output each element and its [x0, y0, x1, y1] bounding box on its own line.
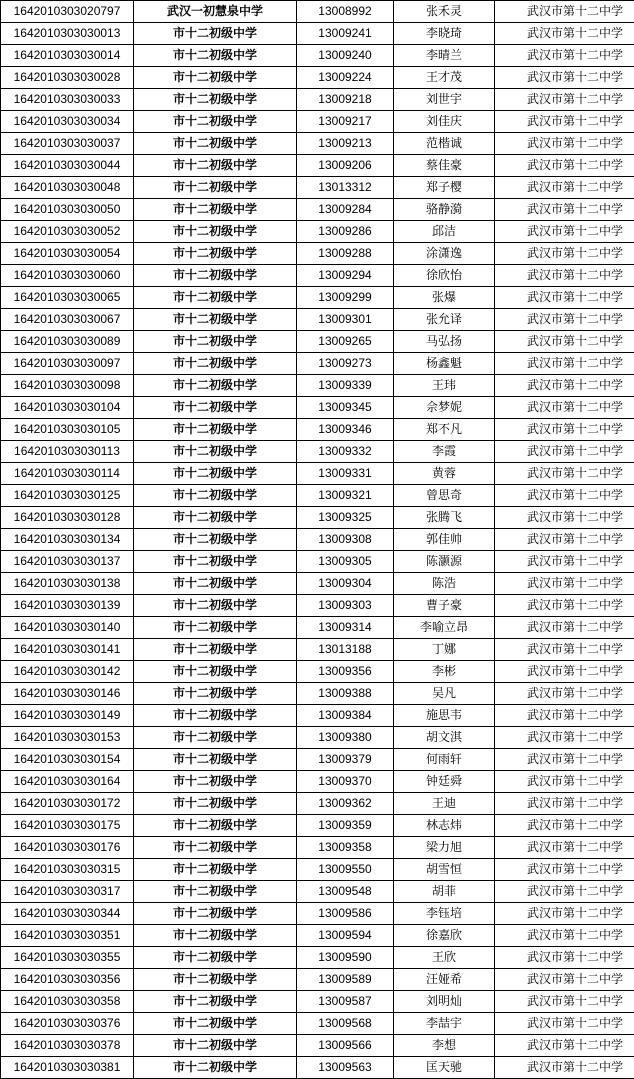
table-row	[1, 287, 634, 309]
table-row	[1, 749, 634, 771]
student-name: 王玮	[394, 375, 495, 397]
candidate-id: 1642010303030154	[1, 749, 134, 771]
admitted-school: 武汉市第十二中学	[495, 111, 634, 133]
admitted-school: 武汉市第十二中学	[495, 705, 634, 727]
table-row	[1, 595, 634, 617]
student-name: 李晓琦	[394, 23, 495, 45]
student-name: 施思韦	[394, 705, 495, 727]
exam-number: 13008992	[297, 1, 394, 23]
table-row	[1, 793, 634, 815]
student-name: 张允译	[394, 309, 495, 331]
table-row	[1, 177, 634, 199]
current-school: 市十二初级中学	[134, 727, 297, 749]
current-school: 市十二初级中学	[134, 837, 297, 859]
current-school: 市十二初级中学	[134, 67, 297, 89]
admitted-school: 武汉市第十二中学	[495, 969, 634, 991]
current-school: 市十二初级中学	[134, 881, 297, 903]
candidate-id: 1642010303030355	[1, 947, 134, 969]
current-school: 市十二初级中学	[134, 265, 297, 287]
admitted-school: 武汉市第十二中学	[495, 221, 634, 243]
table-row	[1, 771, 634, 793]
admitted-school: 武汉市第十二中学	[495, 155, 634, 177]
exam-number: 13009304	[297, 573, 394, 595]
student-name: 范楷诚	[394, 133, 495, 155]
candidate-id: 1642010303030054	[1, 243, 134, 265]
admitted-school: 武汉市第十二中学	[495, 595, 634, 617]
current-school: 市十二初级中学	[134, 287, 297, 309]
admitted-school: 武汉市第十二中学	[495, 771, 634, 793]
exam-number: 13009379	[297, 749, 394, 771]
table-row	[1, 903, 634, 925]
candidate-id: 1642010303030034	[1, 111, 134, 133]
candidate-id: 1642010303030358	[1, 991, 134, 1013]
current-school: 市十二初级中学	[134, 419, 297, 441]
student-name: 何雨轩	[394, 749, 495, 771]
current-school: 市十二初级中学	[134, 397, 297, 419]
current-school: 市十二初级中学	[134, 947, 297, 969]
candidate-id: 1642010303030137	[1, 551, 134, 573]
table-row	[1, 1013, 634, 1035]
admitted-school: 武汉市第十二中学	[495, 177, 634, 199]
student-name: 胡文淇	[394, 727, 495, 749]
admitted-school: 武汉市第十二中学	[495, 419, 634, 441]
candidate-id: 1642010303030067	[1, 309, 134, 331]
student-name: 黄蓉	[394, 463, 495, 485]
admitted-school: 武汉市第十二中学	[495, 837, 634, 859]
table-row	[1, 991, 634, 1013]
current-school: 市十二初级中学	[134, 375, 297, 397]
table-row	[1, 683, 634, 705]
table-row	[1, 573, 634, 595]
current-school: 市十二初级中学	[134, 529, 297, 551]
student-name: 梁力旭	[394, 837, 495, 859]
candidate-id: 1642010303030113	[1, 441, 134, 463]
exam-number: 13009331	[297, 463, 394, 485]
student-name: 李想	[394, 1035, 495, 1057]
roster-table-body	[1, 1, 634, 1079]
student-name: 佘梦妮	[394, 397, 495, 419]
exam-number: 13009563	[297, 1057, 394, 1079]
student-name: 郑子樱	[394, 177, 495, 199]
table-row	[1, 705, 634, 727]
student-name: 张禾灵	[394, 1, 495, 23]
table-row	[1, 331, 634, 353]
table-row	[1, 133, 634, 155]
student-name: 王才茂	[394, 67, 495, 89]
exam-number: 13009384	[297, 705, 394, 727]
student-name: 林志炜	[394, 815, 495, 837]
current-school: 市十二初级中学	[134, 661, 297, 683]
admitted-school: 武汉市第十二中学	[495, 397, 634, 419]
admitted-school: 武汉市第十二中学	[495, 89, 634, 111]
exam-number: 13009362	[297, 793, 394, 815]
student-name: 李霞	[394, 441, 495, 463]
candidate-id: 1642010303030356	[1, 969, 134, 991]
candidate-id: 1642010303030050	[1, 199, 134, 221]
candidate-id: 1642010303030142	[1, 661, 134, 683]
admitted-school: 武汉市第十二中学	[495, 903, 634, 925]
table-row	[1, 243, 634, 265]
current-school: 市十二初级中学	[134, 331, 297, 353]
exam-number: 13009346	[297, 419, 394, 441]
exam-number: 13009590	[297, 947, 394, 969]
table-row	[1, 815, 634, 837]
exam-number: 13009566	[297, 1035, 394, 1057]
admitted-school: 武汉市第十二中学	[495, 441, 634, 463]
candidate-id: 1642010303030139	[1, 595, 134, 617]
admitted-school: 武汉市第十二中学	[495, 925, 634, 947]
exam-number: 13009380	[297, 727, 394, 749]
exam-number: 13009284	[297, 199, 394, 221]
table-row	[1, 441, 634, 463]
current-school: 市十二初级中学	[134, 309, 297, 331]
admitted-school: 武汉市第十二中学	[495, 45, 634, 67]
current-school: 市十二初级中学	[134, 243, 297, 265]
admitted-school: 武汉市第十二中学	[495, 815, 634, 837]
current-school: 市十二初级中学	[134, 771, 297, 793]
candidate-id: 1642010303030175	[1, 815, 134, 837]
student-name: 徐嘉欣	[394, 925, 495, 947]
candidate-id: 1642010303030376	[1, 1013, 134, 1035]
current-school: 市十二初级中学	[134, 111, 297, 133]
candidate-id: 1642010303030114	[1, 463, 134, 485]
current-school: 市十二初级中学	[134, 925, 297, 947]
admitted-school: 武汉市第十二中学	[495, 1057, 634, 1079]
table-row	[1, 111, 634, 133]
table-row	[1, 727, 634, 749]
student-name: 钟廷舜	[394, 771, 495, 793]
table-row	[1, 23, 634, 45]
exam-number: 13009314	[297, 617, 394, 639]
admitted-school: 武汉市第十二中学	[495, 1035, 634, 1057]
table-row	[1, 529, 634, 551]
candidate-id: 1642010303030098	[1, 375, 134, 397]
exam-number: 13009587	[297, 991, 394, 1013]
admitted-school: 武汉市第十二中学	[495, 67, 634, 89]
exam-number: 13009303	[297, 595, 394, 617]
admitted-school: 武汉市第十二中学	[495, 551, 634, 573]
current-school: 市十二初级中学	[134, 353, 297, 375]
student-name: 郭佳帅	[394, 529, 495, 551]
exam-number: 13009358	[297, 837, 394, 859]
current-school: 市十二初级中学	[134, 23, 297, 45]
table-row	[1, 969, 634, 991]
exam-number: 13009240	[297, 45, 394, 67]
current-school: 市十二初级中学	[134, 463, 297, 485]
current-school: 市十二初级中学	[134, 991, 297, 1013]
candidate-id: 1642010303030052	[1, 221, 134, 243]
candidate-id: 1642010303030134	[1, 529, 134, 551]
candidate-id: 1642010303030149	[1, 705, 134, 727]
current-school: 市十二初级中学	[134, 617, 297, 639]
table-row	[1, 881, 634, 903]
candidate-id: 1642010303030315	[1, 859, 134, 881]
admitted-school: 武汉市第十二中学	[495, 991, 634, 1013]
current-school: 市十二初级中学	[134, 1057, 297, 1079]
admitted-school: 武汉市第十二中学	[495, 353, 634, 375]
admitted-school: 武汉市第十二中学	[495, 1, 634, 23]
exam-number: 13009265	[297, 331, 394, 353]
student-name: 涂潇逸	[394, 243, 495, 265]
exam-number: 13009388	[297, 683, 394, 705]
current-school: 市十二初级中学	[134, 573, 297, 595]
admitted-school: 武汉市第十二中学	[495, 199, 634, 221]
candidate-id: 1642010303030381	[1, 1057, 134, 1079]
exam-number: 13009288	[297, 243, 394, 265]
admitted-school: 武汉市第十二中学	[495, 23, 634, 45]
admitted-school: 武汉市第十二中学	[495, 485, 634, 507]
candidate-id: 1642010303030028	[1, 67, 134, 89]
student-name: 刘佳庆	[394, 111, 495, 133]
admitted-school: 武汉市第十二中学	[495, 265, 634, 287]
exam-number: 13009301	[297, 309, 394, 331]
exam-number: 13009213	[297, 133, 394, 155]
candidate-id: 1642010303030097	[1, 353, 134, 375]
student-name: 张腾飞	[394, 507, 495, 529]
candidate-id: 1642010303030317	[1, 881, 134, 903]
exam-number: 13009359	[297, 815, 394, 837]
candidate-id: 1642010303030060	[1, 265, 134, 287]
current-school: 市十二初级中学	[134, 903, 297, 925]
admitted-school: 武汉市第十二中学	[495, 683, 634, 705]
student-name: 李晴兰	[394, 45, 495, 67]
table-row	[1, 45, 634, 67]
student-name: 王迪	[394, 793, 495, 815]
exam-number: 13009589	[297, 969, 394, 991]
table-row	[1, 89, 634, 111]
student-name: 汪娅希	[394, 969, 495, 991]
exam-number: 13009321	[297, 485, 394, 507]
student-name: 胡雪恒	[394, 859, 495, 881]
admitted-school: 武汉市第十二中学	[495, 507, 634, 529]
admitted-school: 武汉市第十二中学	[495, 463, 634, 485]
exam-number: 13009325	[297, 507, 394, 529]
exam-number: 13009217	[297, 111, 394, 133]
current-school: 市十二初级中学	[134, 705, 297, 727]
student-name: 胡菲	[394, 881, 495, 903]
current-school: 市十二初级中学	[134, 89, 297, 111]
student-name: 骆静漪	[394, 199, 495, 221]
table-row	[1, 1, 634, 23]
exam-number: 13009241	[297, 23, 394, 45]
exam-number: 13013188	[297, 639, 394, 661]
student-name: 马弘扬	[394, 331, 495, 353]
candidate-id: 1642010303030146	[1, 683, 134, 705]
current-school: 市十二初级中学	[134, 1035, 297, 1057]
table-row	[1, 507, 634, 529]
candidate-id: 1642010303030138	[1, 573, 134, 595]
exam-number: 13009273	[297, 353, 394, 375]
candidate-id: 1642010303030089	[1, 331, 134, 353]
candidate-id: 1642010303030176	[1, 837, 134, 859]
exam-number: 13009305	[297, 551, 394, 573]
current-school: 市十二初级中学	[134, 441, 297, 463]
student-name: 李彬	[394, 661, 495, 683]
candidate-id: 1642010303030153	[1, 727, 134, 749]
exam-number: 13009345	[297, 397, 394, 419]
admitted-school: 武汉市第十二中学	[495, 947, 634, 969]
current-school: 市十二初级中学	[134, 199, 297, 221]
admitted-school: 武汉市第十二中学	[495, 287, 634, 309]
admitted-school: 武汉市第十二中学	[495, 661, 634, 683]
candidate-id: 1642010303030128	[1, 507, 134, 529]
candidate-id: 1642010303030065	[1, 287, 134, 309]
admitted-school: 武汉市第十二中学	[495, 529, 634, 551]
candidate-id: 1642010303030033	[1, 89, 134, 111]
current-school: 市十二初级中学	[134, 485, 297, 507]
exam-number: 13009356	[297, 661, 394, 683]
table-row	[1, 265, 634, 287]
admitted-school: 武汉市第十二中学	[495, 881, 634, 903]
exam-number: 13009339	[297, 375, 394, 397]
table-row	[1, 155, 634, 177]
table-row	[1, 419, 634, 441]
current-school: 市十二初级中学	[134, 1013, 297, 1035]
table-row	[1, 463, 634, 485]
exam-number: 13009224	[297, 67, 394, 89]
student-name: 杨鑫魁	[394, 353, 495, 375]
candidate-id: 1642010303030172	[1, 793, 134, 815]
exam-number: 13009550	[297, 859, 394, 881]
admitted-school: 武汉市第十二中学	[495, 617, 634, 639]
current-school: 市十二初级中学	[134, 507, 297, 529]
candidate-id: 1642010303030141	[1, 639, 134, 661]
table-row	[1, 309, 634, 331]
current-school: 市十二初级中学	[134, 639, 297, 661]
admitted-school: 武汉市第十二中学	[495, 727, 634, 749]
student-name: 郑不凡	[394, 419, 495, 441]
candidate-id: 1642010303030105	[1, 419, 134, 441]
table-row	[1, 67, 634, 89]
student-name: 李钰培	[394, 903, 495, 925]
exam-number: 13009332	[297, 441, 394, 463]
student-name: 王欣	[394, 947, 495, 969]
exam-number: 13009308	[297, 529, 394, 551]
admitted-school: 武汉市第十二中学	[495, 859, 634, 881]
table-row	[1, 661, 634, 683]
exam-number: 13009370	[297, 771, 394, 793]
current-school: 市十二初级中学	[134, 221, 297, 243]
current-school: 市十二初级中学	[134, 793, 297, 815]
student-name: 曾思奇	[394, 485, 495, 507]
candidate-id: 1642010303030125	[1, 485, 134, 507]
student-name: 刘世宇	[394, 89, 495, 111]
current-school: 武汉一初慧泉中学	[134, 1, 297, 23]
candidate-id: 1642010303030048	[1, 177, 134, 199]
current-school: 市十二初级中学	[134, 177, 297, 199]
candidate-id: 1642010303030044	[1, 155, 134, 177]
admitted-school: 武汉市第十二中学	[495, 793, 634, 815]
table-row	[1, 199, 634, 221]
admitted-school: 武汉市第十二中学	[495, 573, 634, 595]
current-school: 市十二初级中学	[134, 155, 297, 177]
admitted-school: 武汉市第十二中学	[495, 331, 634, 353]
admitted-school: 武汉市第十二中学	[495, 375, 634, 397]
table-row	[1, 353, 634, 375]
admitted-school: 武汉市第十二中学	[495, 243, 634, 265]
candidate-id: 1642010303030140	[1, 617, 134, 639]
candidate-id: 1642010303030013	[1, 23, 134, 45]
candidate-id: 1642010303030351	[1, 925, 134, 947]
candidate-id: 1642010303030037	[1, 133, 134, 155]
student-name: 蔡佳豪	[394, 155, 495, 177]
exam-number: 13009286	[297, 221, 394, 243]
current-school: 市十二初级中学	[134, 683, 297, 705]
table-row	[1, 397, 634, 419]
table-row	[1, 859, 634, 881]
current-school: 市十二初级中学	[134, 595, 297, 617]
current-school: 市十二初级中学	[134, 969, 297, 991]
exam-number: 13009594	[297, 925, 394, 947]
student-name: 丁娜	[394, 639, 495, 661]
exam-number: 13009206	[297, 155, 394, 177]
table-row	[1, 617, 634, 639]
current-school: 市十二初级中学	[134, 749, 297, 771]
exam-number: 13009294	[297, 265, 394, 287]
table-row	[1, 639, 634, 661]
candidate-id: 1642010303030164	[1, 771, 134, 793]
admitted-school: 武汉市第十二中学	[495, 1013, 634, 1035]
exam-number: 13009586	[297, 903, 394, 925]
table-row	[1, 221, 634, 243]
table-row	[1, 551, 634, 573]
current-school: 市十二初级中学	[134, 859, 297, 881]
current-school: 市十二初级中学	[134, 551, 297, 573]
student-name: 陈浩	[394, 573, 495, 595]
exam-number: 13009299	[297, 287, 394, 309]
table-row	[1, 485, 634, 507]
table-row	[1, 947, 634, 969]
exam-number: 13009218	[297, 89, 394, 111]
student-name: 李喻立昂	[394, 617, 495, 639]
table-row	[1, 925, 634, 947]
student-name: 曹子豪	[394, 595, 495, 617]
exam-number: 13009568	[297, 1013, 394, 1035]
admitted-school: 武汉市第十二中学	[495, 639, 634, 661]
candidate-id: 1642010303020797	[1, 1, 134, 23]
table-row	[1, 1035, 634, 1057]
candidate-id: 1642010303030344	[1, 903, 134, 925]
admitted-school: 武汉市第十二中学	[495, 309, 634, 331]
candidate-id: 1642010303030014	[1, 45, 134, 67]
student-name: 刘明灿	[394, 991, 495, 1013]
table-row	[1, 375, 634, 397]
admitted-school: 武汉市第十二中学	[495, 133, 634, 155]
candidate-id: 1642010303030378	[1, 1035, 134, 1057]
current-school: 市十二初级中学	[134, 45, 297, 67]
student-name: 李喆宇	[394, 1013, 495, 1035]
student-name: 吴凡	[394, 683, 495, 705]
current-school: 市十二初级中学	[134, 133, 297, 155]
table-row	[1, 1057, 634, 1079]
table-row	[1, 837, 634, 859]
student-name: 徐欣怡	[394, 265, 495, 287]
student-name: 陈灏源	[394, 551, 495, 573]
exam-number: 13009548	[297, 881, 394, 903]
student-name: 张爆	[394, 287, 495, 309]
candidate-id: 1642010303030104	[1, 397, 134, 419]
exam-number: 13013312	[297, 177, 394, 199]
admitted-school: 武汉市第十二中学	[495, 749, 634, 771]
student-name: 匡天驰	[394, 1057, 495, 1079]
current-school: 市十二初级中学	[134, 815, 297, 837]
student-name: 邱洁	[394, 221, 495, 243]
